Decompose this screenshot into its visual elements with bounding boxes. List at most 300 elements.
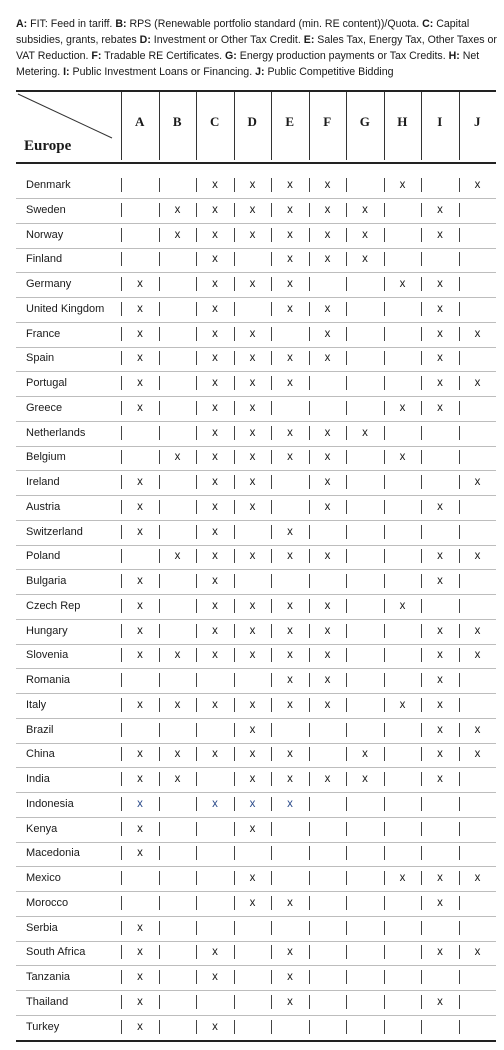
- country-name: Switzerland: [26, 525, 83, 538]
- policy-mark: x: [287, 352, 293, 365]
- table-cell: [234, 941, 272, 965]
- cell-divider: [346, 995, 347, 1009]
- policy-mark: x: [212, 327, 218, 340]
- table-cell: [346, 719, 384, 743]
- table-cell: [384, 298, 422, 322]
- column-header-h: H: [397, 114, 408, 129]
- table-cell: [459, 669, 497, 693]
- table-cell: [121, 372, 159, 396]
- policy-mark: x: [249, 228, 256, 241]
- table-cell: [421, 422, 459, 446]
- cell-divider: [121, 252, 122, 266]
- table-cell: [159, 941, 197, 965]
- cell-divider: [346, 401, 347, 415]
- country-name: Italy: [26, 698, 47, 711]
- cell-divider: [421, 525, 422, 539]
- table-cell: [309, 620, 347, 644]
- table-cell: [421, 570, 459, 594]
- table-cell: [196, 422, 234, 446]
- policy-mark: x: [174, 203, 181, 216]
- table-cell: [384, 224, 422, 248]
- cell-divider: [271, 327, 272, 341]
- policy-mark: x: [212, 278, 218, 290]
- table-cell: [309, 941, 347, 965]
- table-cell: [121, 818, 159, 842]
- table-cell: [459, 273, 497, 297]
- cell-divider: [271, 401, 272, 415]
- table-cell: [121, 174, 159, 198]
- table-cell: [159, 446, 197, 470]
- cell-divider: [421, 599, 422, 613]
- table-cell: [196, 496, 234, 520]
- table-cell: [384, 323, 422, 347]
- table-cell: [234, 966, 272, 990]
- policy-mark: x: [212, 698, 218, 711]
- policy-mark: x: [212, 946, 218, 959]
- table-cell: [121, 669, 159, 693]
- cell-divider: [234, 525, 235, 539]
- policy-mark: x: [249, 599, 256, 612]
- cell-divider: [234, 995, 235, 1009]
- table-cell: [421, 545, 459, 569]
- table-cell: [159, 966, 197, 990]
- table-cell: [121, 917, 159, 941]
- table-cell: [121, 595, 159, 619]
- table-cell: [384, 743, 422, 767]
- table-cell: [384, 397, 422, 421]
- table-cell: [346, 917, 384, 941]
- policy-mark: x: [437, 203, 443, 216]
- table-cell: [234, 372, 272, 396]
- table-cell: [159, 248, 197, 272]
- table-cell: [159, 842, 197, 866]
- table-cell: [459, 496, 497, 520]
- table-cell: [196, 793, 234, 817]
- cell-divider: [346, 673, 347, 687]
- policy-mark: x: [287, 797, 293, 810]
- table-row: [16, 620, 496, 645]
- table-cell: [121, 892, 159, 916]
- table-cell: [159, 793, 197, 817]
- policy-mark: x: [137, 797, 143, 810]
- table-cell: [421, 347, 459, 371]
- table-cell: [459, 422, 497, 446]
- table-cell: [234, 570, 272, 594]
- policy-mark: x: [174, 550, 181, 563]
- table-cell: [309, 719, 347, 743]
- table-cell: [346, 570, 384, 594]
- country-name: Kenya: [26, 822, 58, 835]
- policy-mark: x: [287, 674, 293, 686]
- table-row: [16, 323, 496, 348]
- table-cell: [271, 966, 309, 990]
- cell-divider: [309, 846, 310, 860]
- policy-mark: x: [249, 624, 256, 637]
- cell-divider: [459, 426, 460, 440]
- column-header-b: B: [172, 114, 182, 129]
- column-header-g: G: [359, 114, 370, 129]
- policy-mark: x: [212, 377, 218, 389]
- cell-divider: [196, 846, 197, 860]
- policy-mark: x: [362, 228, 368, 241]
- table-cell: [159, 273, 197, 297]
- table-cell: [309, 669, 347, 693]
- table-cell: [459, 768, 497, 792]
- cell-divider: [159, 178, 160, 192]
- cell-divider: [421, 846, 422, 860]
- table-cell: [271, 842, 309, 866]
- table-cell: [121, 446, 159, 470]
- cell-divider: [384, 846, 385, 860]
- country-name: Mexico: [26, 872, 61, 884]
- table-cell: [384, 941, 422, 965]
- table-cell: [121, 991, 159, 1015]
- cell-divider: [271, 574, 272, 588]
- table-cell: [271, 620, 309, 644]
- cell-divider: [271, 475, 272, 489]
- policy-mark: x: [249, 278, 256, 290]
- table-cell: [421, 273, 459, 297]
- cell-divider: [234, 252, 235, 266]
- table-cell: [459, 298, 497, 322]
- cell-divider: [459, 599, 460, 613]
- table-cell: [196, 966, 234, 990]
- cell-divider: [159, 525, 160, 539]
- cell-divider: [384, 945, 385, 959]
- table-cell: [234, 669, 272, 693]
- policy-mark: x: [212, 599, 218, 612]
- table-cell: [271, 1016, 309, 1040]
- cell-divider: [384, 970, 385, 984]
- cell-divider: [309, 970, 310, 984]
- policy-mark: x: [137, 327, 143, 340]
- table-cell: [196, 372, 234, 396]
- cell-divider: [459, 500, 460, 514]
- table-cell: [271, 298, 309, 322]
- country-name: Romania: [26, 674, 71, 686]
- legend-key: J:: [255, 66, 265, 78]
- table-cell: [459, 867, 497, 891]
- table-row: [16, 644, 496, 669]
- table-cell: [234, 1016, 272, 1040]
- table-cell: [159, 298, 197, 322]
- table-cell: [309, 248, 347, 272]
- column-header-j: J: [474, 114, 481, 129]
- cell-divider: [346, 525, 347, 539]
- table-cell: [309, 422, 347, 446]
- cell-divider: [196, 995, 197, 1009]
- cell-divider: [459, 921, 460, 935]
- cell-divider: [384, 426, 385, 440]
- cell-divider: [384, 574, 385, 588]
- table-cell: [271, 743, 309, 767]
- table-cell: [421, 694, 459, 718]
- table-cell: [346, 966, 384, 990]
- table-cell: [384, 372, 422, 396]
- table-cell: [384, 521, 422, 545]
- table-cell: [421, 298, 459, 322]
- policy-mark: x: [437, 649, 443, 662]
- country-name: Spain: [26, 352, 55, 365]
- cell-divider: [384, 921, 385, 935]
- cell-divider: [159, 896, 160, 910]
- cell-divider: [346, 351, 347, 365]
- cell-divider: [234, 1020, 235, 1034]
- policy-mark: x: [287, 278, 293, 290]
- cell-divider: [459, 525, 460, 539]
- table-cell: [346, 323, 384, 347]
- table-cell: [159, 669, 197, 693]
- table-cell: [121, 743, 159, 767]
- policy-mark: x: [212, 797, 218, 810]
- table-cell: [271, 768, 309, 792]
- table-cell: [234, 768, 272, 792]
- table-cell: [309, 842, 347, 866]
- table-cell: [346, 743, 384, 767]
- table-cell: [309, 644, 347, 668]
- policy-mark: x: [437, 995, 443, 1008]
- table-cell: [196, 471, 234, 495]
- table-row: [16, 917, 496, 942]
- policy-mark: x: [474, 946, 481, 959]
- policy-mark: x: [437, 278, 443, 290]
- table-cell: [346, 644, 384, 668]
- table-cell: [196, 644, 234, 668]
- table-cell: [421, 372, 459, 396]
- cell-divider: [459, 995, 460, 1009]
- policy-mark: x: [212, 624, 218, 637]
- cell-divider: [159, 673, 160, 687]
- table-cell: [271, 248, 309, 272]
- legend-text: Public Competitive Bidding: [264, 66, 394, 78]
- policy-mark: x: [324, 674, 331, 686]
- policy-mark: x: [399, 872, 406, 884]
- policy-mark: x: [399, 451, 406, 464]
- cell-divider: [121, 450, 122, 464]
- table-cell: [346, 273, 384, 297]
- table-cell: [459, 174, 497, 198]
- cell-divider: [309, 1020, 310, 1034]
- country-name: Thailand: [26, 995, 69, 1008]
- policy-mark: x: [399, 179, 406, 191]
- table-cell: [346, 694, 384, 718]
- cell-divider: [384, 525, 385, 539]
- cell-divider: [459, 797, 460, 811]
- table-cell: [459, 347, 497, 371]
- table-cell: [346, 397, 384, 421]
- table-cell: [346, 793, 384, 817]
- cell-divider: [159, 302, 160, 316]
- country-name: Tanzania: [26, 971, 71, 983]
- policy-mark: x: [137, 352, 143, 365]
- table-row: [16, 248, 496, 273]
- policy-mark: x: [474, 327, 481, 340]
- table-cell: [159, 991, 197, 1015]
- table-row: [16, 941, 496, 966]
- legend-key: I:: [63, 66, 70, 78]
- table-row: [16, 991, 496, 1016]
- policy-mark: x: [324, 327, 331, 340]
- table-cell: [346, 248, 384, 272]
- policy-mark: x: [137, 377, 143, 389]
- cell-divider: [346, 822, 347, 836]
- policy-mark: x: [474, 723, 481, 736]
- cell-divider: [346, 178, 347, 192]
- policy-mark: x: [212, 649, 218, 662]
- cell-divider: [159, 574, 160, 588]
- policy-mark: x: [437, 698, 443, 711]
- legend-key: E:: [303, 34, 315, 46]
- column-header-e: E: [285, 114, 295, 129]
- table-cell: [234, 793, 272, 817]
- table-cell: [271, 496, 309, 520]
- table-cell: [271, 545, 309, 569]
- cell-divider: [234, 945, 235, 959]
- table-cell: [384, 991, 422, 1015]
- table-row: [16, 793, 496, 818]
- cell-divider: [159, 351, 160, 365]
- table-cell: [159, 694, 197, 718]
- table-cell: [196, 545, 234, 569]
- policy-mark: x: [137, 847, 143, 860]
- cell-divider: [159, 327, 160, 341]
- cell-divider: [421, 252, 422, 266]
- table-cell: [159, 768, 197, 792]
- country-name: Greece: [26, 401, 63, 414]
- policy-mark: x: [212, 203, 218, 216]
- cell-divider: [121, 228, 122, 242]
- policy-mark: x: [362, 203, 368, 216]
- policy-mark: x: [249, 327, 256, 340]
- policy-mark: x: [474, 179, 481, 191]
- table-cell: [309, 818, 347, 842]
- table-cell: [421, 174, 459, 198]
- table-cell: [309, 372, 347, 396]
- table-cell: [309, 323, 347, 347]
- cell-divider: [384, 500, 385, 514]
- table-cell: [384, 644, 422, 668]
- table-row: [16, 545, 496, 570]
- table-cell: [121, 966, 159, 990]
- table-bottom-rule: [16, 1040, 496, 1042]
- policy-mark: x: [174, 451, 181, 464]
- column-header-d: D: [247, 114, 257, 129]
- policy-mark: x: [249, 896, 256, 909]
- policy-mark: x: [287, 599, 293, 612]
- cell-divider: [309, 921, 310, 935]
- legend-text: Net Metering.: [16, 50, 480, 78]
- cell-divider: [234, 846, 235, 860]
- table-cell: [196, 323, 234, 347]
- cell-divider: [234, 574, 235, 588]
- policy-mark: x: [474, 377, 481, 389]
- table-cell: [196, 743, 234, 767]
- policy-mark: x: [212, 525, 218, 538]
- policy-mark: x: [212, 253, 218, 266]
- table-cell: [346, 347, 384, 371]
- table-cell: [159, 224, 197, 248]
- cell-divider: [346, 797, 347, 811]
- table-cell: [421, 793, 459, 817]
- table-cell: [384, 966, 422, 990]
- legend-key: H:: [448, 50, 460, 62]
- column-header-i: I: [437, 114, 443, 129]
- table-cell: [234, 644, 272, 668]
- table-cell: [421, 446, 459, 470]
- policy-mark: x: [287, 228, 293, 241]
- country-name: Netherlands: [26, 426, 86, 439]
- table-row: [16, 273, 496, 298]
- cell-divider: [459, 228, 460, 242]
- cell-divider: [309, 896, 310, 910]
- cell-divider: [346, 970, 347, 984]
- cell-divider: [159, 401, 160, 415]
- table-cell: [421, 669, 459, 693]
- table-cell: [309, 1016, 347, 1040]
- table-cell: [384, 570, 422, 594]
- cell-divider: [159, 1020, 160, 1034]
- cell-divider: [384, 673, 385, 687]
- table-cell: [421, 867, 459, 891]
- table-cell: [234, 446, 272, 470]
- table-cell: [309, 743, 347, 767]
- cell-divider: [459, 277, 460, 291]
- table-cell: [459, 521, 497, 545]
- table-cell: [309, 793, 347, 817]
- table-row: [16, 867, 496, 892]
- cell-divider: [121, 178, 122, 192]
- table-cell: [459, 644, 497, 668]
- table-cell: [234, 496, 272, 520]
- table-cell: [159, 743, 197, 767]
- table-cell: [459, 595, 497, 619]
- cell-divider: [346, 1020, 347, 1034]
- cell-divider: [159, 921, 160, 935]
- cell-divider: [459, 401, 460, 415]
- table-cell: [346, 199, 384, 223]
- table-cell: [309, 471, 347, 495]
- policy-mark: x: [212, 500, 218, 513]
- table-cell: [121, 521, 159, 545]
- table-cell: [459, 397, 497, 421]
- cell-divider: [309, 747, 310, 761]
- cell-divider: [384, 747, 385, 761]
- table-row: [16, 521, 496, 546]
- cell-divider: [384, 252, 385, 266]
- table-cell: [421, 496, 459, 520]
- table-cell: [459, 719, 497, 743]
- cell-divider: [121, 871, 122, 885]
- table-cell: [421, 743, 459, 767]
- policy-mark: x: [287, 624, 293, 637]
- table-cell: [421, 248, 459, 272]
- policy-mark: x: [212, 1020, 218, 1033]
- table-cell: [421, 323, 459, 347]
- table-cell: [421, 521, 459, 545]
- cell-divider: [159, 475, 160, 489]
- table-cell: [196, 248, 234, 272]
- table-cell: [271, 719, 309, 743]
- table-cell: [346, 768, 384, 792]
- table-cell: [159, 917, 197, 941]
- table-cell: [459, 991, 497, 1015]
- table-cell: [196, 620, 234, 644]
- table-row: [16, 422, 496, 447]
- table-cell: [234, 743, 272, 767]
- table-cell: [159, 397, 197, 421]
- table-cell: [421, 644, 459, 668]
- cell-divider: [346, 945, 347, 959]
